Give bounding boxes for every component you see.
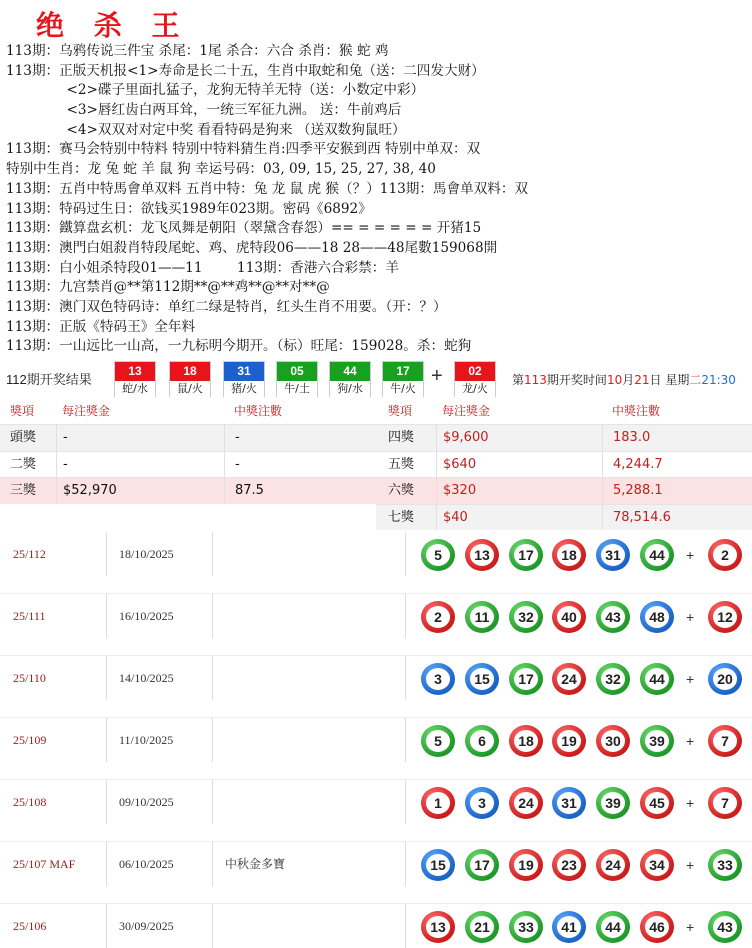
plus-sign: + [686,671,695,687]
ball-number: 17 [514,668,538,690]
forecast-line: 113期：澳門白姐殺肖特段尾蛇、鸡、虎特段06——18 28——48尾數159068開 [6,239,498,256]
number-ball [465,849,499,881]
next-draw-period: 113 [524,373,547,387]
history-date: 18/10/2025 [119,547,174,561]
ball-number: 44 [601,916,625,938]
ball-number: 21 [470,916,494,938]
column-divider [212,904,213,948]
prize-name: 頭獎 [10,430,37,445]
plus-sign: + [686,547,695,563]
number-ball [552,663,586,695]
plus-sign: + [686,733,695,749]
ball-number: 11 [470,606,494,628]
prize-table [0,399,752,530]
column-divider [212,656,213,700]
ball-number: 31 [601,544,625,566]
history-row [0,718,752,780]
number-ball [509,787,543,819]
number-ball [640,663,674,695]
number-ball [640,725,674,757]
history-row [0,842,752,904]
ball-number: 3 [470,792,494,814]
header-amount: 每注獎金 [442,404,491,418]
ball-number: 24 [514,792,538,814]
ball-number: 32 [601,668,625,690]
prize-amount: - [56,425,68,451]
number-ball [596,663,630,695]
ball-number: 7 [713,730,737,752]
history-date: 14/10/2025 [119,671,174,685]
forecast-line: 113期：特码过生日：欲钱买1989年023期。密码《6892》 [6,200,372,217]
ball-number: 32 [514,606,538,628]
ball-number: 7 [713,792,737,814]
draw-special-ball [454,361,496,397]
prize-amount: $9,600 [436,425,489,451]
ball-number: 18 [557,544,581,566]
forecast-line: 113期：鐵算盘玄机：龙飞凤舞是朝阳（翠黛含春怨）== = = = = = 开猪15 [6,220,482,237]
column-divider [212,532,213,576]
ball-number: 18 [514,730,538,752]
header-amount: 每注獎金 [62,404,111,418]
column-divider [212,718,213,762]
forecast-line: 113期：正版《特码王》全年料 [6,318,196,335]
prize-count: - [224,452,240,478]
draw-ball-zodiac: 牛/土 [277,381,317,397]
forecast-line: 113期：九宫禁肖@**第112期**@**鸡**@**对**@ [6,279,330,296]
ball-number: 31 [557,792,581,814]
header-count: 中獎注數 [234,404,283,418]
plus-sign: + [686,857,695,873]
history-row [0,594,752,656]
number-ball [421,725,455,757]
number-ball [640,849,674,881]
ball-number: 24 [557,668,581,690]
ball-number: 44 [645,668,669,690]
forecast-line: <4>双双对对定中奖 看看特码是狗来 （送双数狗鼠旺） [6,121,406,138]
number-ball [509,601,543,633]
prize-row [0,424,376,451]
number-ball [596,849,630,881]
ball-number: 13 [426,916,450,938]
prize-name: 六獎 [388,483,415,498]
number-ball [596,601,630,633]
ball-number: 39 [601,792,625,814]
draw-ball [114,361,156,397]
prize-name: 四獎 [388,430,415,445]
column-divider [106,842,107,886]
ball-number: 12 [713,606,737,628]
prize-amount: $320 [436,478,476,504]
special-number-ball [708,725,742,757]
header-count: 中獎注數 [612,404,661,418]
forecast-line: <2>碟子里面扎猛子，龙狗无特羊无特（送：小数定中彩） [6,82,425,99]
ball-number: 3 [426,668,450,690]
history-row [0,780,752,842]
prize-row [376,424,752,451]
prize-row [0,477,376,504]
ball-number: 43 [713,916,737,938]
number-ball [465,787,499,819]
prize-row [0,451,376,478]
ball-number: 44 [645,544,669,566]
prize-table-left [0,399,376,530]
prize-table-right [376,399,752,530]
number-ball [421,539,455,571]
column-divider [212,842,213,886]
special-number-ball [708,787,742,819]
plus-sign: + [431,365,443,387]
draw-ball-number: 13 [115,362,155,381]
draw-ball [329,361,371,397]
history-date: 30/09/2025 [119,919,174,933]
ball-number: 17 [470,854,494,876]
draw-ball-zodiac: 狗/水 [330,381,370,397]
number-ball [465,601,499,633]
draw-ball-number: 18 [170,362,210,381]
prize-row [376,451,752,478]
number-ball [421,911,455,943]
prize-amount: $52,970 [56,478,117,504]
number-ball [640,601,674,633]
ball-number: 19 [514,854,538,876]
prize-count: 183.0 [602,425,650,451]
prize-row [376,477,752,504]
history-row [0,532,752,594]
number-ball [552,539,586,571]
next-draw-mid: 期开奖时间 [546,373,607,387]
ball-number: 41 [557,916,581,938]
prize-count: - [224,425,240,451]
ball-number: 46 [645,916,669,938]
forecast-text-block [6,42,750,357]
number-ball [465,663,499,695]
ball-number: 20 [713,668,737,690]
ball-number: 43 [601,606,625,628]
number-ball [552,787,586,819]
draw-result-strip [0,361,752,399]
number-ball [509,663,543,695]
next-draw-day: 21 [634,373,650,387]
next-draw-info [512,371,736,388]
column-divider [106,904,107,948]
history-note: 中秋金多寶 [225,857,286,871]
draw-ball [169,361,211,397]
draw-history-list [0,532,752,948]
draw-ball-number: 02 [455,362,495,381]
history-date: 16/10/2025 [119,609,174,623]
plus-sign: + [686,609,695,625]
ball-number: 6 [470,730,494,752]
special-number-ball [708,911,742,943]
column-divider [106,594,107,638]
number-ball [552,725,586,757]
prize-name: 五獎 [388,456,415,472]
draw-ball-zodiac: 龙/火 [455,381,495,397]
forecast-line: 特别中生肖：龙 兔 蛇 羊 鼠 狗 幸运号码：03, 09, 15, 25, 27, 38, 40 [6,161,436,178]
draw-ball-zodiac: 牛/火 [383,381,423,397]
number-ball [465,911,499,943]
prize-amount: $640 [436,452,476,478]
plus-sign: + [686,919,695,935]
prize-count: 5,288.1 [602,478,663,504]
column-divider [106,532,107,576]
forecast-line: 113期：一山远比一山高，一九标明今期开。（标）旺尾：159028。杀：蛇狗 [6,338,472,355]
column-divider [405,594,406,638]
prize-row [376,504,752,531]
special-number-ball [708,601,742,633]
history-row [0,656,752,718]
prize-header [0,399,376,424]
column-divider [106,718,107,762]
draw-ball [276,361,318,397]
special-number-ball [708,849,742,881]
draw-ball-number: 44 [330,362,370,381]
draw-ball-number: 31 [224,362,264,381]
ball-number: 13 [470,544,494,566]
next-draw-day-unit: 日 星期 [649,373,690,387]
plus-sign: + [686,795,695,811]
prize-count: 78,514.6 [602,505,671,531]
ball-number: 5 [426,730,450,752]
prize-name: 二獎 [10,456,37,472]
page-title: 绝 杀 王 [36,9,190,42]
draw-ball-zodiac: 鼠/火 [170,381,210,397]
prize-amount: $40 [436,505,468,531]
history-date: 09/10/2025 [119,795,174,809]
column-divider [106,656,107,700]
next-draw-month-unit: 月 [622,373,635,387]
draw-ball-number: 05 [277,362,317,381]
number-ball [421,601,455,633]
ball-number: 33 [713,854,737,876]
ball-number: 17 [514,544,538,566]
ball-number: 1 [426,792,450,814]
prize-name: 七獎 [388,509,415,525]
ball-number: 33 [514,916,538,938]
draw-ball-number: 17 [383,362,423,381]
number-ball [552,849,586,881]
column-divider [405,532,406,576]
number-ball [421,787,455,819]
number-ball [509,539,543,571]
special-number-ball [708,539,742,571]
column-divider [405,656,406,700]
number-ball [552,911,586,943]
ball-number: 5 [426,544,450,566]
ball-number: 30 [601,730,625,752]
special-number-ball [708,663,742,695]
ball-number: 40 [557,606,581,628]
number-ball [465,539,499,571]
number-ball [640,787,674,819]
column-divider [212,594,213,638]
header-item: 獎項 [10,404,35,418]
number-ball [465,725,499,757]
header-item: 獎項 [388,404,413,418]
next-draw-month: 10 [606,373,623,387]
prize-count: 4,244.7 [602,452,663,478]
draw-ball-zodiac: 猪/火 [224,381,264,397]
history-period: 25/112 [13,547,46,561]
number-ball [596,787,630,819]
prize-name: 三獎 [10,483,37,498]
history-period: 25/111 [13,609,46,623]
prize-count: 87.5 [224,478,264,504]
forecast-line: 113期：赛马会特别中特料 特别中特料猜生肖:四季平安猴到西 特别中单双：双 [6,141,481,158]
history-period: 25/110 [13,671,46,685]
column-divider [405,904,406,948]
draw-result-label: 112期开奖结果 [6,372,92,387]
ball-number: 2 [426,606,450,628]
column-divider [106,780,107,824]
prize-amount: - [56,452,68,478]
history-row [0,904,752,948]
forecast-line: 113期：白小姐杀特段01——11 113期：香港六合彩禁：羊 [6,259,399,276]
number-ball [509,725,543,757]
history-period: 25/106 [13,919,47,933]
forecast-line: 113期：澳门双色特码诗：单红二绿是特肖，红头生肖不用要。（开：？） [6,298,447,315]
next-draw-weekday: 二 [689,373,702,387]
column-divider [405,718,406,762]
number-ball [640,539,674,571]
ball-number: 48 [645,606,669,628]
history-period: 25/107 MAF [13,857,76,871]
number-ball [421,663,455,695]
ball-number: 19 [557,730,581,752]
number-ball [596,725,630,757]
number-ball [552,601,586,633]
number-ball [596,539,630,571]
forecast-line: 113期：正版天机报<1>寿命是长二十五，生肖中取蛇和兔（送：二四发大财） [6,62,485,79]
next-draw-time: 21:30 [701,373,736,387]
ball-number: 15 [426,854,450,876]
prize-header [376,399,752,424]
column-divider [405,780,406,824]
history-date: 11/10/2025 [119,733,174,747]
column-divider [212,780,213,824]
next-draw-prefix: 第 [512,373,525,387]
draw-ball [223,361,265,397]
ball-number: 24 [601,854,625,876]
history-date: 06/10/2025 [119,857,174,871]
ball-number: 39 [645,730,669,752]
number-ball [596,911,630,943]
draw-ball-zodiac: 蛇/水 [115,381,155,397]
column-divider [405,842,406,886]
history-period: 25/108 [13,795,47,809]
number-ball [509,911,543,943]
history-period: 25/109 [13,733,47,747]
ball-number: 34 [645,854,669,876]
number-ball [421,849,455,881]
ball-number: 15 [470,668,494,690]
ball-number: 23 [557,854,581,876]
number-ball [509,849,543,881]
number-ball [640,911,674,943]
forecast-line: 113期：乌鸦传说三件宝 杀尾：1尾 杀合：六合 杀肖：猴 蛇 鸡 [6,43,389,59]
ball-number: 2 [713,544,737,566]
ball-number: 45 [645,792,669,814]
forecast-line: <3>唇红齿白两耳耸，一统三军征九洲。 送：牛前鸡后 [6,102,402,119]
draw-ball [382,361,424,397]
forecast-line: 113期：五肖中特馬會单双料 五肖中特：兔 龙 鼠 虎 猴（？）113期：馬會单双料：双 [6,180,529,197]
